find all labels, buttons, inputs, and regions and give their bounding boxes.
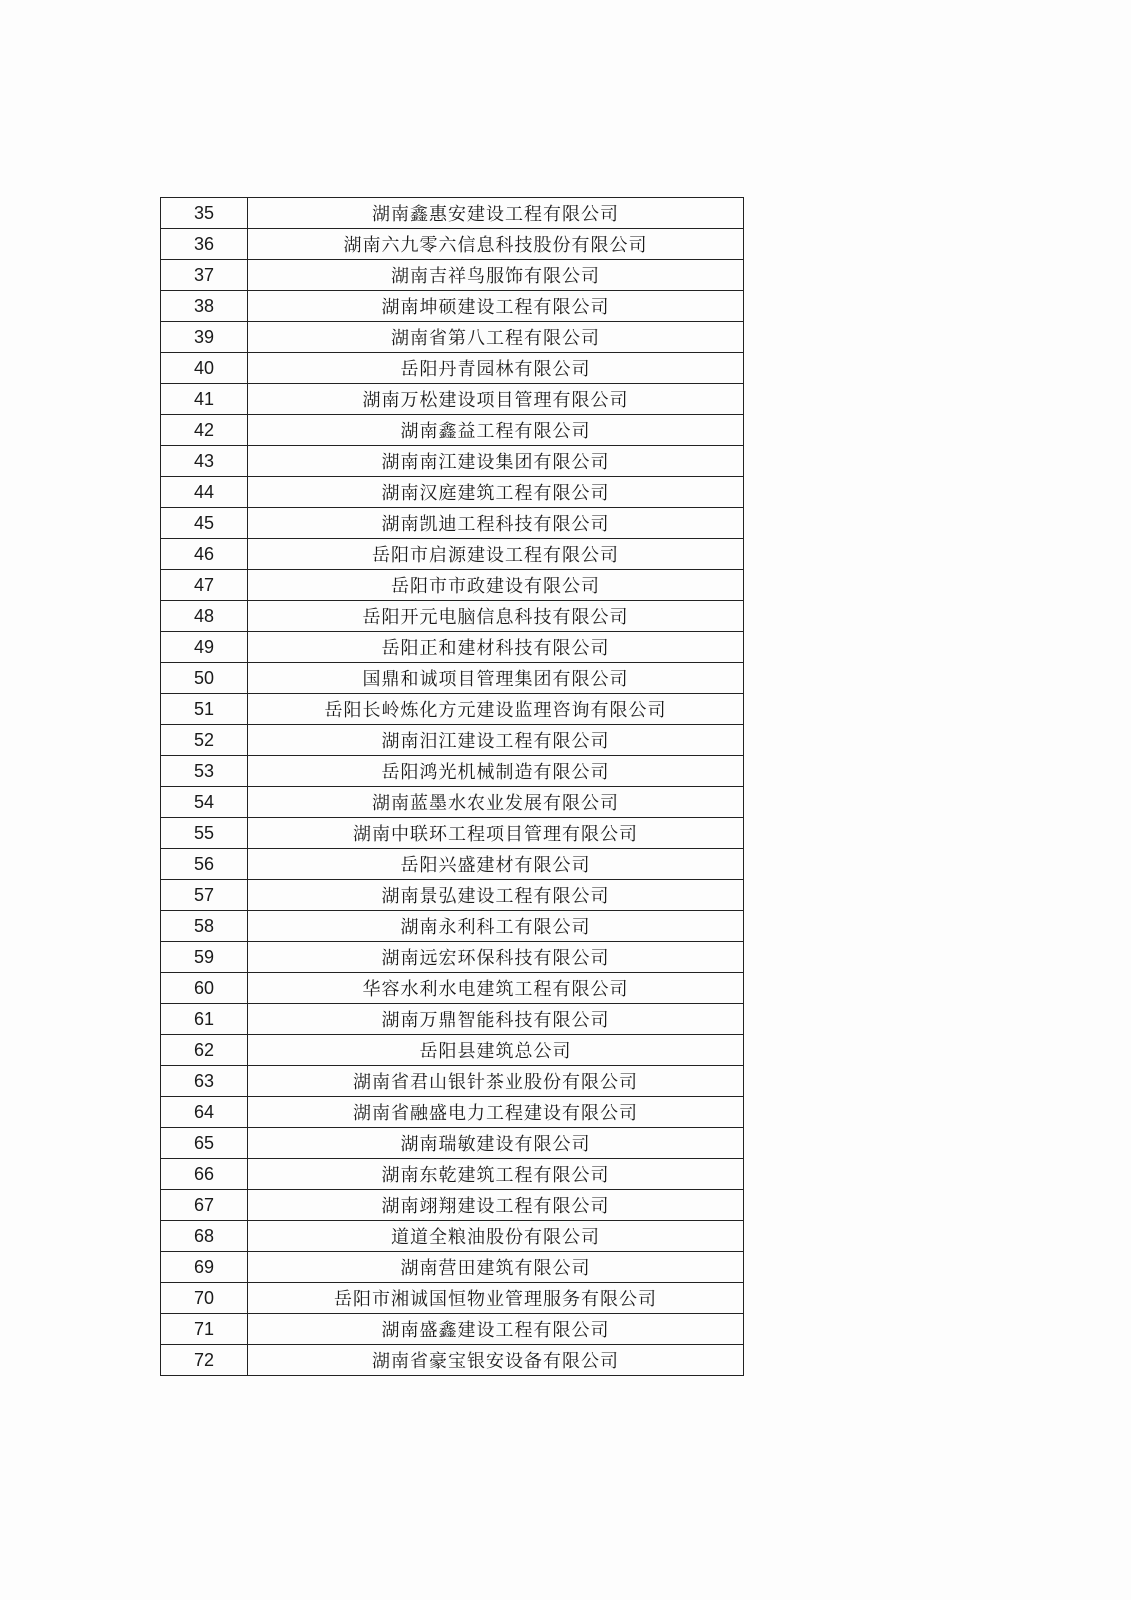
table-row [161, 1035, 744, 1066]
row-number: 69 [161, 1252, 248, 1283]
table-row [161, 632, 744, 663]
table-row [161, 1314, 744, 1345]
table-row [161, 477, 744, 508]
company-name: 岳阳长岭炼化方元建设监理咨询有限公司 [248, 694, 744, 725]
row-number: 35 [161, 198, 248, 229]
company-name: 岳阳正和建材科技有限公司 [248, 632, 744, 663]
table-row [161, 787, 744, 818]
row-number: 57 [161, 880, 248, 911]
row-number: 48 [161, 601, 248, 632]
company-name: 湖南汉庭建筑工程有限公司 [248, 477, 744, 508]
company-name: 华容水利水电建筑工程有限公司 [248, 973, 744, 1004]
row-number: 72 [161, 1345, 248, 1376]
row-number: 49 [161, 632, 248, 663]
company-name: 湖南南江建设集团有限公司 [248, 446, 744, 477]
table-row [161, 1345, 744, 1376]
table-row [161, 1159, 744, 1190]
table-row [161, 1128, 744, 1159]
row-number: 40 [161, 353, 248, 384]
company-name: 湖南盛鑫建设工程有限公司 [248, 1314, 744, 1345]
table-row [161, 601, 744, 632]
company-name: 湖南坤硕建设工程有限公司 [248, 291, 744, 322]
row-number: 41 [161, 384, 248, 415]
company-name: 道道全粮油股份有限公司 [248, 1221, 744, 1252]
row-number: 36 [161, 229, 248, 260]
row-number: 66 [161, 1159, 248, 1190]
table-row [161, 1097, 744, 1128]
company-name: 湖南万松建设项目管理有限公司 [248, 384, 744, 415]
company-name: 湖南鑫惠安建设工程有限公司 [248, 198, 744, 229]
row-number: 60 [161, 973, 248, 1004]
table-row [161, 508, 744, 539]
row-number: 43 [161, 446, 248, 477]
company-name: 湖南永利科工有限公司 [248, 911, 744, 942]
company-name: 湖南远宏环保科技有限公司 [248, 942, 744, 973]
row-number: 46 [161, 539, 248, 570]
row-number: 50 [161, 663, 248, 694]
company-name: 湖南省豪宝银安设备有限公司 [248, 1345, 744, 1376]
table-row [161, 694, 744, 725]
table-row [161, 818, 744, 849]
company-name: 岳阳市湘诚国恒物业管理服务有限公司 [248, 1283, 744, 1314]
company-name: 湖南翊翔建设工程有限公司 [248, 1190, 744, 1221]
table-row [161, 725, 744, 756]
table-row [161, 570, 744, 601]
row-number: 52 [161, 725, 248, 756]
company-name: 湖南中联环工程项目管理有限公司 [248, 818, 744, 849]
company-name: 岳阳鸿光机械制造有限公司 [248, 756, 744, 787]
row-number: 54 [161, 787, 248, 818]
table-row [161, 756, 744, 787]
company-name: 岳阳开元电脑信息科技有限公司 [248, 601, 744, 632]
company-name: 岳阳县建筑总公司 [248, 1035, 744, 1066]
company-name: 湖南万鼎智能科技有限公司 [248, 1004, 744, 1035]
company-name: 岳阳市启源建设工程有限公司 [248, 539, 744, 570]
row-number: 45 [161, 508, 248, 539]
company-name: 湖南省第八工程有限公司 [248, 322, 744, 353]
table-row [161, 446, 744, 477]
company-name: 国鼎和诚项目管理集团有限公司 [248, 663, 744, 694]
table-row [161, 229, 744, 260]
row-number: 37 [161, 260, 248, 291]
table-row [161, 849, 744, 880]
table-row [161, 1004, 744, 1035]
row-number: 64 [161, 1097, 248, 1128]
company-name: 湖南瑞敏建设有限公司 [248, 1128, 744, 1159]
row-number: 61 [161, 1004, 248, 1035]
row-number: 67 [161, 1190, 248, 1221]
company-name: 湖南凯迪工程科技有限公司 [248, 508, 744, 539]
table-row [161, 260, 744, 291]
table-row [161, 880, 744, 911]
company-name: 湖南东乾建筑工程有限公司 [248, 1159, 744, 1190]
company-name: 湖南六九零六信息科技股份有限公司 [248, 229, 744, 260]
table-row [161, 1066, 744, 1097]
company-name: 湖南吉祥鸟服饰有限公司 [248, 260, 744, 291]
table-row [161, 1252, 744, 1283]
table-row [161, 973, 744, 1004]
row-number: 56 [161, 849, 248, 880]
table-row [161, 353, 744, 384]
row-number: 51 [161, 694, 248, 725]
row-number: 42 [161, 415, 248, 446]
row-number: 70 [161, 1283, 248, 1314]
company-list-body [161, 198, 744, 1376]
row-number: 59 [161, 942, 248, 973]
company-list-table [160, 197, 744, 1376]
company-name: 湖南营田建筑有限公司 [248, 1252, 744, 1283]
row-number: 63 [161, 1066, 248, 1097]
row-number: 44 [161, 477, 248, 508]
table-row [161, 1190, 744, 1221]
row-number: 53 [161, 756, 248, 787]
table-row [161, 322, 744, 353]
table-row [161, 1221, 744, 1252]
table-row [161, 1283, 744, 1314]
row-number: 47 [161, 570, 248, 601]
row-number: 38 [161, 291, 248, 322]
company-name: 湖南汨江建设工程有限公司 [248, 725, 744, 756]
company-name: 湖南省君山银针茶业股份有限公司 [248, 1066, 744, 1097]
table-row [161, 198, 744, 229]
table-row [161, 415, 744, 446]
company-name: 湖南景弘建设工程有限公司 [248, 880, 744, 911]
company-name: 岳阳丹青园林有限公司 [248, 353, 744, 384]
row-number: 65 [161, 1128, 248, 1159]
company-name: 湖南鑫益工程有限公司 [248, 415, 744, 446]
company-name: 岳阳兴盛建材有限公司 [248, 849, 744, 880]
company-name: 湖南省融盛电力工程建设有限公司 [248, 1097, 744, 1128]
row-number: 62 [161, 1035, 248, 1066]
row-number: 55 [161, 818, 248, 849]
company-name: 湖南蓝墨水农业发展有限公司 [248, 787, 744, 818]
table-row [161, 663, 744, 694]
table-row [161, 942, 744, 973]
company-name: 岳阳市市政建设有限公司 [248, 570, 744, 601]
row-number: 58 [161, 911, 248, 942]
row-number: 71 [161, 1314, 248, 1345]
table-row [161, 291, 744, 322]
row-number: 39 [161, 322, 248, 353]
table-row [161, 384, 744, 415]
table-row [161, 539, 744, 570]
row-number: 68 [161, 1221, 248, 1252]
table-row [161, 911, 744, 942]
